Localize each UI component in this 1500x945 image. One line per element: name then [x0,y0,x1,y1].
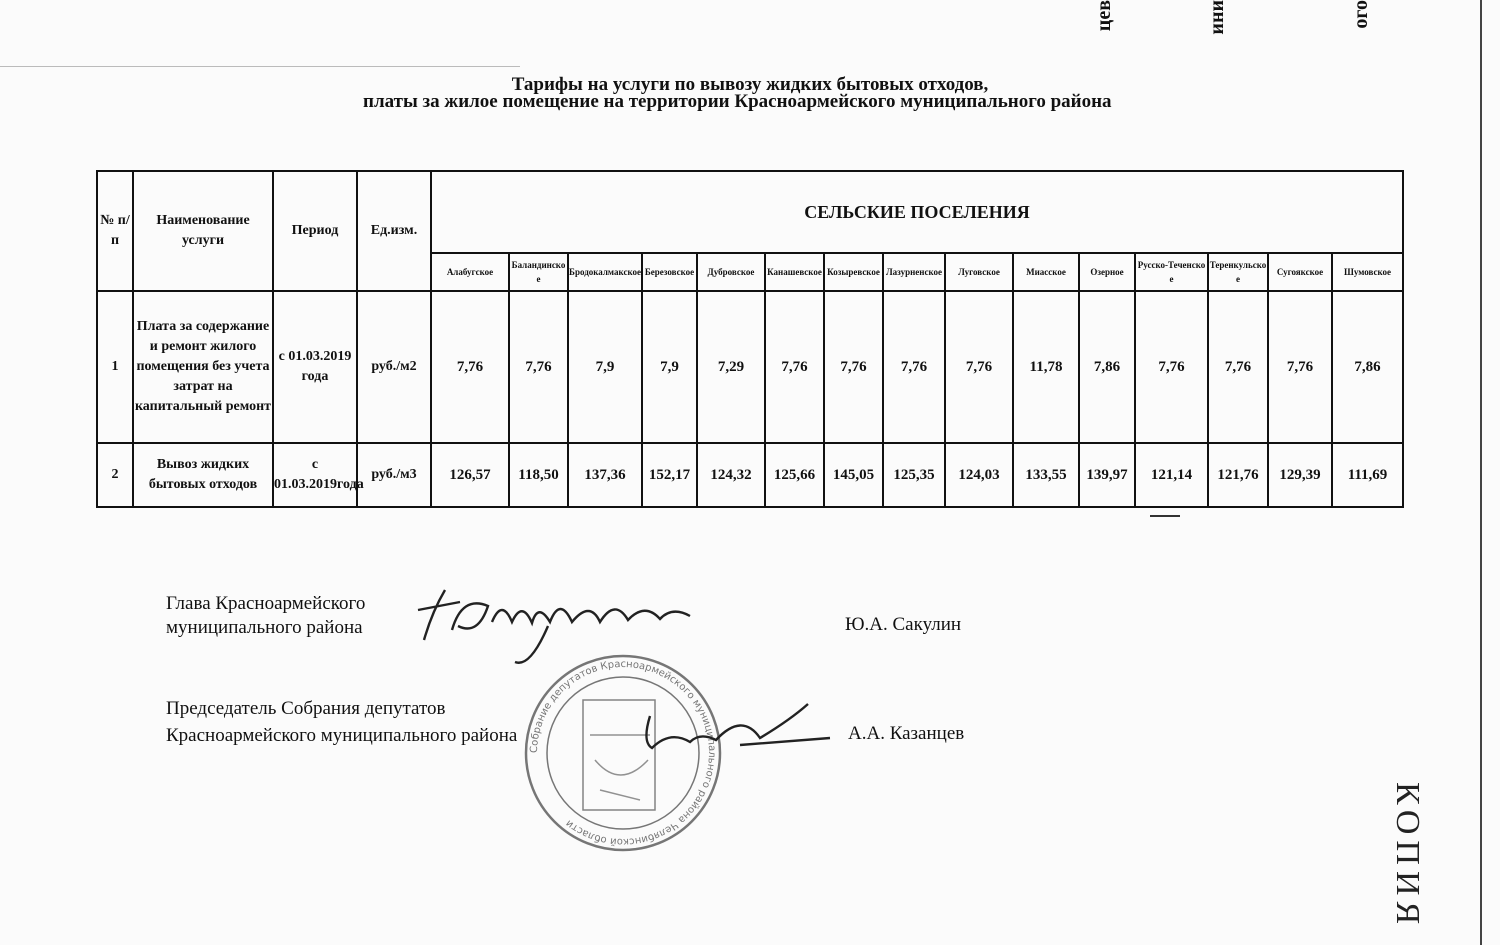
tariff-value: 152,17 [642,443,697,507]
row-period: с 01.03.2019года [273,443,357,507]
tariff-value: 7,86 [1332,291,1403,443]
settlement-header: Луговское [945,253,1013,291]
row-period: с 01.03.2019 года [273,291,357,443]
tariff-value: 111,69 [1332,443,1403,507]
chair-title-line-1: Председатель Собрания депутатов [166,698,446,719]
tariff-value: 7,9 [568,291,642,443]
settlement-header: Русско-Теченское [1135,253,1208,291]
row-service: Вывоз жидких бытовых отходов [133,443,273,507]
tariff-value: 7,76 [1135,291,1208,443]
tariff-value: 137,36 [568,443,642,507]
tariff-value: 124,32 [697,443,765,507]
margin-fragment-c: ого [1350,0,1372,29]
copy-mark: КОПИЯ [1389,782,1426,931]
tariff-value: 145,05 [824,443,883,507]
head-title-line-2: муниципального района [166,617,363,638]
settlement-header: Дубровское [697,253,765,291]
tariff-value: 7,86 [1079,291,1135,443]
margin-fragment-a: цев [1093,0,1115,32]
settlement-header: Озерное [1079,253,1135,291]
row-unit: руб./м2 [357,291,431,443]
col-header-num: № п/п [97,171,133,291]
tariff-value: 118,50 [509,443,568,507]
col-header-period: Период [273,171,357,291]
stamp-text: Собрание депутатов Красноармейского муниципального района Челябинской области [528,658,718,848]
head-title-line-1: Глава Красноармейского [166,593,366,614]
tariff-value: 121,14 [1135,443,1208,507]
title-line-2: платы за жилое помещение на территории Красноармейского муниципального района [363,91,1112,112]
tariff-value: 139,97 [1079,443,1135,507]
signature-head [418,590,690,663]
settlement-header: Миасское [1013,253,1079,291]
signature-chair [646,704,830,748]
tariff-value: 7,76 [945,291,1013,443]
settlement-header: Сугоякское [1268,253,1332,291]
tariff-value: 124,03 [945,443,1013,507]
tariff-value: 129,39 [1268,443,1332,507]
tariff-value: 7,76 [509,291,568,443]
tariff-value: 7,76 [824,291,883,443]
row-service: Плата за содержание и ремонт жилого помещения без учета затрат на капитальный ремонт [133,291,273,443]
settlement-header: Алабугское [431,253,509,291]
head-name: Ю.А. Сакулин [845,614,962,635]
col-header-unit: Ед.изм. [357,171,431,291]
tariff-value: 125,35 [883,443,945,507]
tariff-value: 121,76 [1208,443,1268,507]
tariff-value: 11,78 [1013,291,1079,443]
row-num: 2 [97,443,133,507]
tariff-value: 7,76 [883,291,945,443]
settlement-header: Бродокалмакское [568,253,642,291]
row-unit: руб./м3 [357,443,431,507]
settlement-header: Березовское [642,253,697,291]
settlement-header: Баландинское [509,253,568,291]
tariff-value: 126,57 [431,443,509,507]
row-num: 1 [97,291,133,443]
tariff-value: 133,55 [1013,443,1079,507]
tariff-value: 125,66 [765,443,824,507]
settlement-header: Козыревское [824,253,883,291]
tariff-value: 7,76 [431,291,509,443]
official-stamp [526,656,720,850]
tariff-value: 7,9 [642,291,697,443]
settlement-header: Теренкульское [1208,253,1268,291]
tariff-value: 7,29 [697,291,765,443]
margin-fragment-b: ини [1206,0,1228,35]
col-header-service: Наименование услуги [133,171,273,291]
tariff-value: 7,76 [765,291,824,443]
tariff-value: 7,76 [1208,291,1268,443]
settlement-header: Канашевское [765,253,824,291]
chair-name: А.А. Казанцев [848,723,965,744]
title-line-1: Тарифы на услуги по вывозу жидких бытовых отходов, [511,74,989,95]
settlement-header: Шумовское [1332,253,1403,291]
settlement-header: Лазурненское [883,253,945,291]
col-header-settlements-group: СЕЛЬСКИЕ ПОСЕЛЕНИЯ [431,171,1403,253]
chair-title-line-2: Красноармейского муниципального района [166,725,518,746]
tariff-value: 7,76 [1268,291,1332,443]
